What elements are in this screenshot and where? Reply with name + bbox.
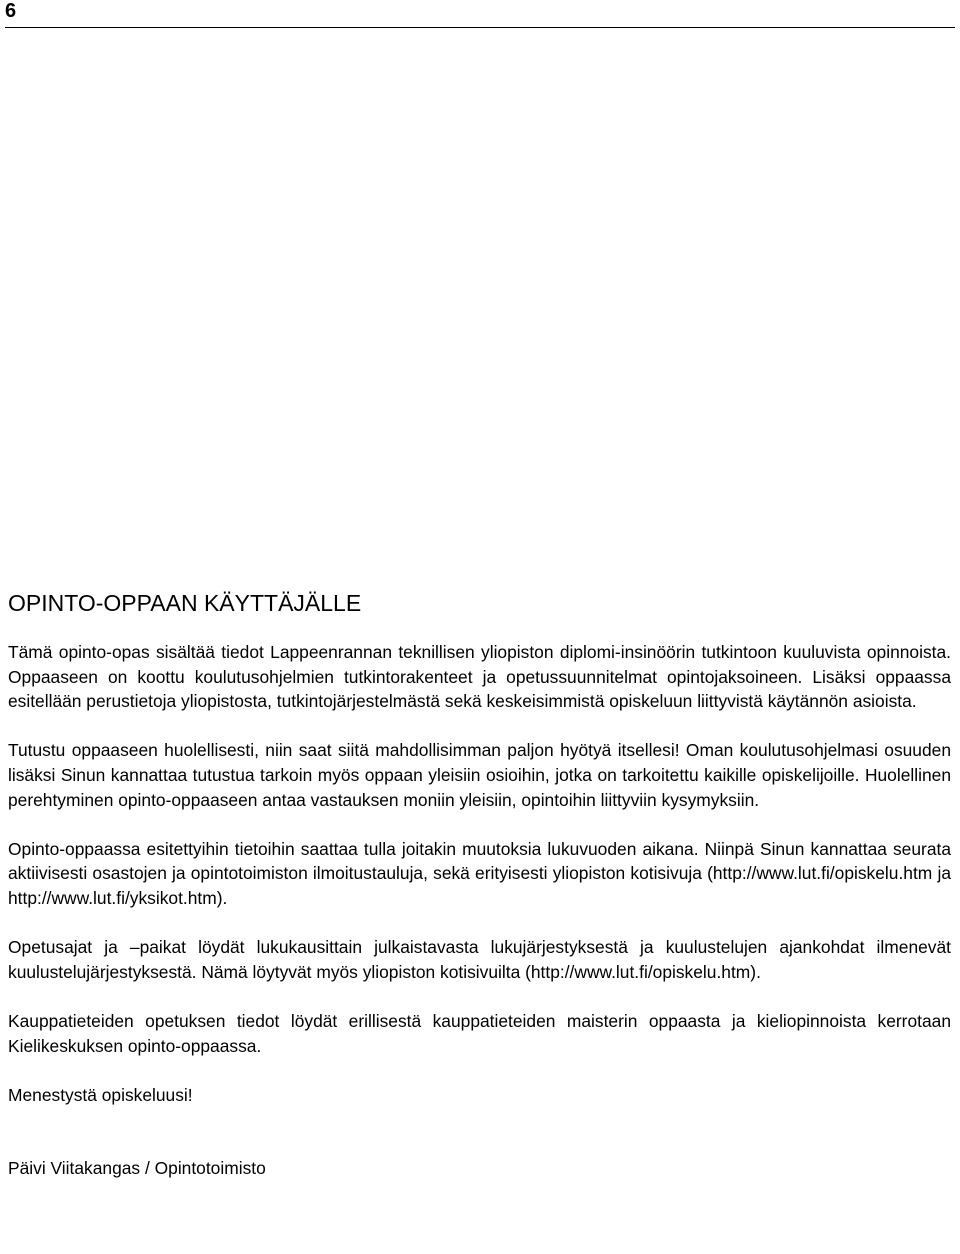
document-body: [8, 583, 951, 1181]
paragraph-good-luck: Menestystä opiskeluusi!: [8, 1084, 193, 1105]
page-header: [0, 0, 960, 28]
header-rule: [5, 27, 955, 28]
signature: Päivi Viitakangas / Opintotoimisto: [8, 1158, 266, 1179]
paragraph-changes: Opinto-oppaassa esitettyihin tietoihin saattaa tulla joitakin muutoksia lukuvuoden aikana. Niinpä Sinun kannattaa seurata aktiivisesti osastojen ja opintotoimiston ilmoitustauluja, sekä erityisesti yliopiston kotisivuja (http://www.lut.fi/opiskelu.htm ja http://www.lut.fi/yksikot.htm).: [8, 838, 951, 908]
paragraph-intro: Tämä opinto-opas sisältää tiedot Lappeenrannan teknillisen yliopiston diplomi-insinöörin tutkintoon kuuluvista opinnoista. Oppaaseen on koottu koulutusohjelmien tutkintorakenteet ja opetussuunnitelmat opintojaksoineen. Lisäksi oppaassa esitellään perustietoja yliopistosta, tutkintojärjestelmästä sekä keskeisimmistä opiskeluun liittyvistä käytännön asioista.: [8, 642, 951, 712]
page-number: 6: [5, 0, 17, 22]
paragraph-business-studies: Kauppatieteiden opetuksen tiedot löydät erillisestä kauppatieteiden maisterin oppaasta ja kieliopinnoista kerrotaan Kielikeskuksen opinto-oppaassa.: [8, 1010, 951, 1056]
paragraph-schedules: Opetusajat ja –paikat löydät lukukausittain julkaistavasta lukujärjestyksestä ja kuulustelujen ajankohdat ilmenevät kuulustelujärjestyksestä. Nämä löytyvät myös yliopiston kotisivuilta (http://www.lut.fi/opiskelu.htm).: [8, 937, 951, 982]
page-title: OPINTO-OPPAAN KÄYTTÄJÄLLE: [8, 590, 362, 616]
paragraph-read-carefully: Tutustu oppaaseen huolellisesti, niin saat siitä mahdollisimman paljon hyötyä itsellesi! Oman koulutusohjelmasi osuuden lisäksi Sinun kannattaa tutustua tarkoin myös oppaan yleisiin osioihin, jotka on tarkoitettu kaikille opiskelijoille. Huolellinen perehtyminen opinto-oppaaseen antaa vastauksen moniin yleisiin, opintoihin liittyviin kysymyksiin.: [8, 740, 951, 810]
